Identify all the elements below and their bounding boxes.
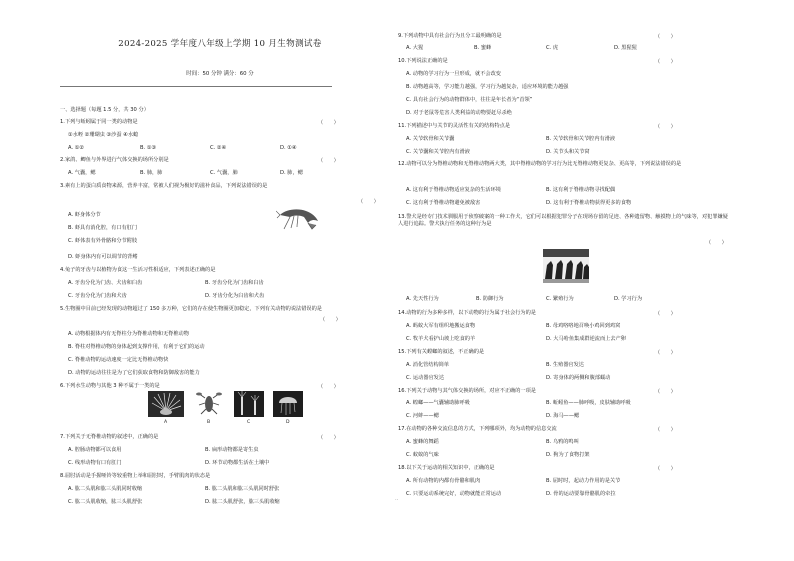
answer-blank[interactable]: （ ） [655, 311, 676, 317]
q1-stem: 1.下列与蚯蚓属于同一类的动物是 [60, 119, 138, 125]
answer-blank[interactable]: （ ） [655, 34, 676, 40]
page-title: 2024-2025 学年度八年级上学期 10 月生物测试卷 [118, 39, 322, 49]
q16-option-c: C. 河蚌——鳃 [406, 413, 439, 419]
q17-option-c: C. 蚁蚁的气味 [406, 452, 439, 458]
q10-option-c: C. 具有社会行为的动物群体中，往往是年长者为“首领” [406, 97, 533, 103]
image-label-c: C [247, 420, 251, 425]
q3-option-d: D. 虾身体内有可以调节的背鳍 [68, 254, 138, 260]
jellyfish-photo [273, 391, 303, 417]
answer-blank[interactable]: （ ） [706, 240, 727, 246]
q6-stem: 6.下列水生动物与其他 3 种不属于一类的是 [60, 383, 160, 389]
q15-option-c: C. 运动器官发达 [406, 375, 445, 381]
q11-option-b: B. 关节软骨和关节腔内有滑液 [546, 136, 616, 142]
q3-option-a: A. 虾身体分节 [68, 212, 101, 218]
q14-option-c: C. 牧羊犬看护山坡上吃食的羊 [406, 336, 476, 342]
divider [60, 86, 332, 87]
q12-option-d: D. 这有利于脊椎动物获得更多的食物 [546, 200, 632, 206]
answer-blank[interactable]: （ ） [318, 384, 339, 390]
answer-blank[interactable]: （ ） [655, 427, 676, 433]
q9-option-b: B. 蜜蜂 [474, 45, 492, 51]
q4-option-b: B. 牙齿分化为门齿和臼齿 [205, 280, 264, 286]
answer-blank[interactable]: （ ） [655, 350, 676, 356]
q16-option-a: A. 蝗螂——气囊辅助肺呼吸 [406, 400, 470, 406]
q10-option-d: D. 对于老鼠等危害人类利益的动物要赶尽杀绝 [406, 110, 512, 116]
q2-option-b: B. 肺，肺 [140, 170, 163, 176]
q13-option-a: A. 先天性行为 [406, 296, 439, 302]
q15-option-b: B. 生殖器官发达 [546, 362, 584, 368]
q13-option-c: C. 繁殖行为 [546, 296, 574, 302]
q14-option-a: A. 蚂蚁大军有组织地搬运食物 [406, 323, 476, 329]
q2-option-d: D. 肺，鳃 [280, 170, 303, 176]
q2-option-a: A. 气囊，鳃 [68, 170, 96, 176]
section-heading: 一、选择题（每题 1.5 分，共 30 分） [60, 107, 149, 113]
q15-option-a: A. 消化管结构简单 [406, 362, 450, 368]
q12-option-c: C. 这有利于脊椎动物避免被敌害 [406, 200, 481, 206]
q8-option-a: A. 肱二头肌和肱三头肌同时收缩 [68, 486, 143, 492]
q12-stem: 12.动物可以分为脊椎动物和无脊椎动物两大类，其中脊椎动物的学习行为比无脊椎动物更复杂、更高等，下列说法错误的是 [398, 161, 682, 167]
q1-option-c: C. ②④ [210, 145, 227, 151]
q14-stem: 14.动物的行为多种多样，以下动物的行为属于社会行为的是 [398, 310, 536, 316]
q15-stem: 15.下列有关螳螂的叙述，不正确的是 [398, 349, 485, 355]
q3-stem: 3.素有上的蛋白质食物来源，营养丰富，常被人们视为极好的滋补食品，下列说法错误的是 [60, 183, 268, 189]
q16-stem: 16.下列关于动物与其气体交换的场所，对应不正确的一项是 [398, 388, 536, 394]
q8-stem: 8.屈肘活动是手握哑铃等较重物上举和屈肘时，手臂肌肉的状态是 [60, 473, 211, 479]
sea-anemone-photo [148, 391, 184, 417]
image-label-b: B [207, 420, 211, 425]
answer-blank[interactable]: （ ） [318, 158, 339, 164]
q1-option-a: A. ①② [68, 145, 85, 151]
image-label-a: A [164, 420, 168, 425]
answer-blank[interactable]: （ ） [358, 199, 379, 205]
q9-option-a: A. 大猩 [406, 45, 424, 51]
answer-blank[interactable]: （ ） [318, 120, 339, 126]
q15-option-d: D. 寄身体的两侧和腹部蠕动 [546, 375, 611, 381]
q18-option-b: B. 屈时时，起动力作用的是关节 [546, 478, 621, 484]
q8-option-c: C. 肱二头肌收缩，肱三头肌舒张 [68, 499, 143, 505]
q2-stem: 2.家鸽、鲫鱼与外界进行气体交换的场所分别是 [60, 157, 169, 163]
image-label-d: D [286, 420, 290, 425]
q11-option-d: D. 关节头和关节窝 [546, 149, 590, 155]
q4-option-d: D. 牙齿分化为臼齿和犬齿 [205, 293, 265, 299]
q18-stem: 18.以下关于运动的相关知识中，正确的是 [398, 465, 495, 471]
q13-stem: 13.警犬是经专门技术驯服用于侦察破案的一种工作犬，它们可以根据犯罪分子在现场存留的足迹、各种遗留物、触摸物上的气味等，对犯罪嫌疑人进行追踪。警犬执行任务的这种行为是 [398, 214, 728, 227]
q9-stem: 9.下列动物中具有社会行为且分工最明确的是 [398, 33, 502, 39]
page-mark: ·· [395, 497, 399, 503]
q7-option-a: A. 腔肠动物都可以食用 [68, 447, 122, 453]
q5-option-d: D. 动物的运动往往是为了它们获取食物和防御敌害的能力 [68, 370, 200, 376]
q13-option-b: B. 防御行为 [476, 296, 504, 302]
q8-option-d: D. 肱二头肌舒张，肱三头肌收缩 [205, 499, 280, 505]
q14-option-d: D. 大马哈鱼集成群逆流而上去产卵 [546, 336, 626, 342]
q1-option-d: D. ①④ [280, 145, 297, 151]
answer-blank[interactable]: （ ） [655, 389, 676, 395]
q3-option-c: C. 虾体表有外骨骼和分节附肢 [68, 238, 138, 244]
answer-blank[interactable]: （ ） [320, 317, 341, 323]
q17-stem: 17.在动物的各种交流信息的方式，下列哪项外，均为动物的信息交流 [398, 426, 557, 432]
q17-option-b: B. 乌鸦的鸣叫 [546, 439, 579, 445]
crayfish-photo [194, 391, 224, 417]
q3-option-b: B. 虾具有消化腔，有口有肛门 [68, 225, 138, 231]
q12-option-a: A. 这有利于脊椎动物适应复杂的生活环境 [406, 187, 501, 193]
q4-stem: 4.兔子的牙齿与以植物为食这一生活习性相适应，下列表述正确的是 [60, 267, 216, 273]
police-dogs-photo [543, 249, 589, 283]
q11-option-c: C. 关节囊和关节腔内有滑液 [406, 149, 470, 155]
q9-option-c: C. 虎 [546, 45, 559, 51]
hydra-photo [234, 391, 264, 417]
q4-option-a: A. 牙齿分化为门齿、犬齿和臼齿 [68, 280, 143, 286]
answer-blank[interactable]: （ ） [655, 466, 676, 472]
q17-option-d: D. 狗为了食物打架 [546, 452, 590, 458]
q13-option-d: D. 学习行为 [614, 296, 643, 302]
q5-option-c: C. 脊椎动物的运动速度一定比无脊椎动物快 [68, 357, 169, 363]
q10-option-a: A. 动物的学习行为一旦形成，就不会改变 [406, 71, 501, 77]
answer-blank[interactable]: （ ） [655, 124, 676, 130]
answer-blank[interactable]: （ ） [318, 435, 339, 441]
q7-stem: 7.下列关于无脊椎动物的叙述中，正确的是 [60, 434, 159, 440]
q2-option-c: C. 气囊，肺 [210, 170, 238, 176]
q5-option-a: A. 动物根据体内有无脊柱分为脊椎动物和无脊椎动物 [68, 331, 189, 337]
q7-option-c: C. 线形动物有口有肛门 [68, 460, 122, 466]
q10-option-b: B. 动物越高等，学习能力越强，学习行为越复杂，适应环境的能力越强 [406, 84, 569, 90]
answer-blank[interactable]: （ ） [655, 59, 676, 65]
shrimp-illustration [276, 203, 322, 231]
q10-stem: 10.下列说法正确的是 [398, 58, 448, 64]
q7-option-d: D. 环节动物都生活在土壤中 [205, 460, 270, 466]
q18-option-a: A. 所有动物的内都有骨骼和肌肉 [406, 478, 481, 484]
q16-option-d: D. 海马——鳃 [546, 413, 580, 419]
q18-option-c: C. 只要运动系统完好，动物就能正常运动 [406, 491, 502, 497]
q18-option-d: D. 骨的运动要靠骨骼肌的牵拉 [546, 491, 616, 497]
q1-option-b: B. ①③ [140, 145, 157, 151]
q5-option-b: B. 脊柱对脊椎动物的身体起到支撑作用，有利于它们的运动 [68, 344, 205, 350]
q7-option-b: B. 扁形动物都是寄生虫 [205, 447, 259, 453]
q14-option-b: B. 母鸡咯咯地召唤小鸡回到鸡窝 [546, 323, 621, 329]
q11-option-a: A. 关节软骨和关节囊 [406, 136, 455, 142]
q16-option-b: B. 蚯蚓鱼——肺呼吸，皮肤辅助呼吸 [546, 400, 631, 406]
q9-option-d: D. 黑猩猩 [614, 45, 637, 51]
exam-meta: 时间：50 分钟 满分：60 分 [186, 71, 254, 77]
q1-items: ①水蛭 ②珊瑚虫 ③沙蚕 ④水螅 [68, 132, 139, 138]
q17-option-a: A. 蜜蜂的舞蹈 [406, 439, 439, 445]
q12-option-b: B. 这有利于脊椎动物寻找配偶 [546, 187, 616, 193]
q4-option-c: C. 牙齿分化为门齿和犬齿 [68, 293, 127, 299]
q11-stem: 11.下列描述中与关节的灵活性有关的结构特点是 [398, 123, 511, 129]
q8-option-b: B. 肱二头肌和肱三头肌同时舒张 [205, 486, 280, 492]
q5-stem: 5.生物圈中目前已经发现的动物超过了 150 多万种，它们的存在使生物圈更加稳定，下列有关动物的说法错误的是 [60, 306, 322, 312]
